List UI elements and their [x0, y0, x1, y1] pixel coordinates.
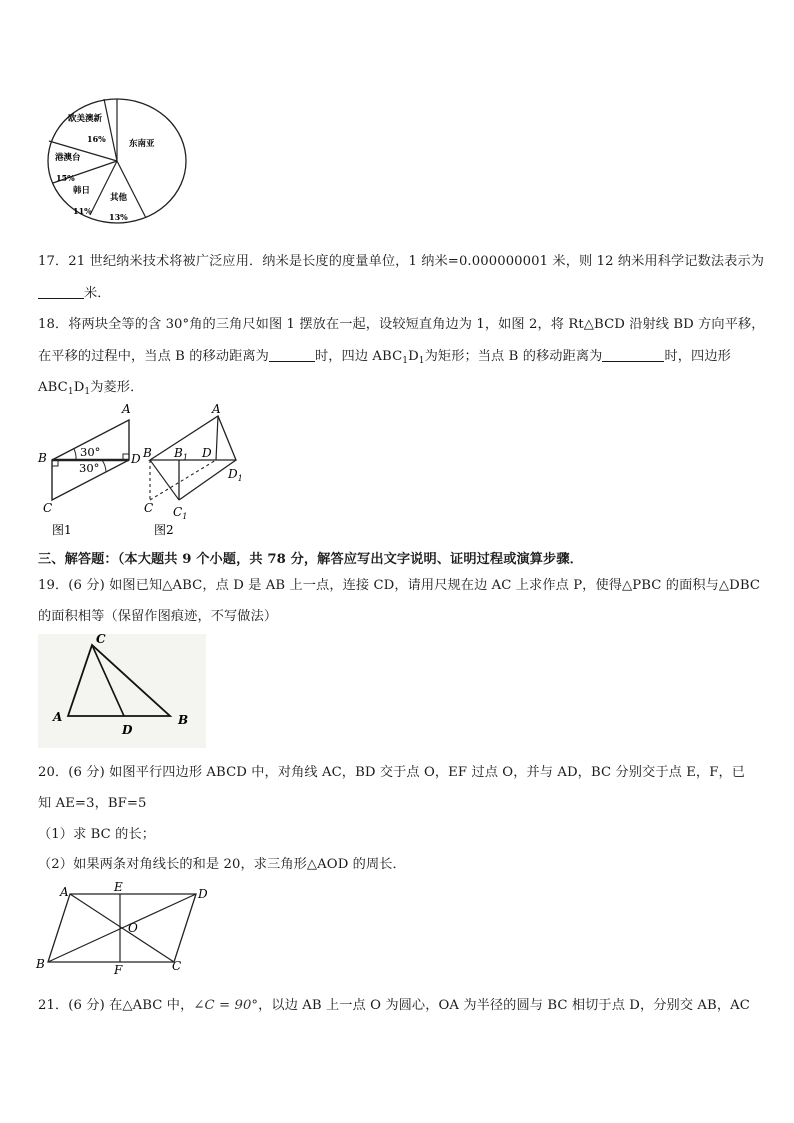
q20-label-d: D: [198, 887, 208, 901]
fig2-label-b1: $B_1$: [174, 446, 188, 462]
pie-label-dongnanya: 东南亚: [129, 139, 155, 149]
pie-label-oumei: 欧美澳新: [68, 114, 103, 124]
fig2-c-d-dashed: [150, 460, 216, 500]
fig1-arc-top: [74, 449, 76, 460]
q20-label-c: C: [172, 959, 182, 973]
q17-line1: 17．21 世纪纳米技术将被广泛应用．纳米是长度的度量单位，1 纳米=0.000000001 米，则 12 纳米用科学记数法表示为: [38, 254, 765, 269]
fig1-label-c: C: [43, 501, 53, 515]
q20-label-f: F: [114, 963, 123, 976]
q18-figure-2: [138, 400, 248, 540]
fig2-label-c: C: [144, 501, 154, 515]
q21-angle: ∠C = 90°: [193, 998, 259, 1013]
fig2-label-c1: $C_1$: [173, 505, 188, 521]
q18-figure-1: [34, 400, 144, 540]
fig1-arc-bottom: [102, 460, 106, 472]
q18-sub-1a: 1: [402, 356, 409, 366]
fig2-label-a: A: [212, 402, 221, 416]
q18-line2-c: D: [408, 349, 419, 364]
fig2-label-b: B: [143, 446, 152, 460]
q20-label-o: O: [128, 921, 138, 935]
pie-label-hanri: 韩日: [73, 186, 91, 196]
fig1-angle-bottom: 30°: [79, 461, 100, 475]
pie-label-gangaotai: 港澳台: [55, 153, 81, 163]
q18-line2-b: 时，四边 ABC: [314, 349, 403, 364]
q18-line2-e: 时，四边形: [664, 349, 731, 364]
q19-label-b: B: [178, 713, 189, 727]
q18-line2-a: 在平移的过程中，当点 B 的移动距离为: [38, 349, 269, 364]
q21-line1-b: ，以边 AB 上一点 O 为圆心，OA 为半径的圆与 BC 相切于点 D，分别交 AB，AC: [258, 998, 750, 1013]
pie-pct-qita: 13%: [109, 212, 128, 222]
q18-line3-b: D: [73, 380, 85, 395]
q18-sub-1b: 1: [418, 356, 425, 366]
q18-line2: [38, 345, 731, 366]
fig1-angle-top: 30°: [80, 445, 101, 459]
fig2-triangle-abd: [150, 416, 236, 460]
pie-pct-gangaotai: 15%: [56, 173, 75, 183]
q19-label-d: D: [122, 723, 133, 737]
fig2-b-b1: [150, 460, 179, 500]
q19-line2: 的面积相等（保留作图痕迹，不写做法）: [38, 609, 278, 624]
fig1-label-d: D: [131, 452, 141, 466]
fig2-caption: 图2: [154, 523, 174, 537]
fig2-a-d: [216, 416, 218, 460]
q18-answer-blank-2[interactable]: [602, 349, 664, 362]
pie-pct-hanri: 11%: [73, 206, 92, 216]
q18-line2-d: 为矩形；当点 B 的移动距离为: [424, 349, 603, 364]
q20-line1: 20．(6 分) 如图平行四边形 ABCD 中，对角线 AC，BD 交于点 O，EF 过点 O，并与 AD，BC 分别交于点 E，F，已: [38, 765, 746, 780]
fig1-caption: 图1: [52, 523, 72, 537]
fig2-label-d1: $D_1$: [228, 467, 243, 483]
q19-segment-cd: [92, 645, 124, 716]
q18-line1: 18．将两块全等的含 30°角的三角尺如图 1 摆放在一起，设较短直角边为 1，如图 2，将 Rt△BCD 沿射线 BD 方向平移，: [38, 317, 765, 332]
q19-figure: [38, 634, 206, 748]
q18-sub-1c: 1: [67, 387, 74, 397]
q20-figure: [34, 880, 210, 976]
pie-pct-oumei: 16%: [87, 134, 106, 144]
q20-label-e: E: [114, 880, 123, 894]
q18-sub-1d: 1: [84, 387, 91, 397]
q18-line3: [38, 376, 143, 397]
pie-label-qita: 其他: [110, 193, 128, 203]
q21-line1-a: 21．(6 分) 在△ABC 中，: [38, 998, 194, 1013]
pie-chart-figure: [46, 97, 188, 225]
q17-answer-blank[interactable]: [38, 286, 84, 299]
pie-divider-1: [104, 99, 117, 161]
fig1-label-a: A: [122, 402, 131, 416]
q19-label-a: A: [53, 710, 63, 724]
q19-line1: 19．(6 分) 如图已知△ABC，点 D 是 AB 上一点，连接 CD，请用尺规在边 AC 上求作点 P，使得△PBC 的面积与△DBC: [38, 578, 761, 593]
q17-line2-suffix: 米．: [84, 286, 111, 301]
q20-label-b: B: [36, 957, 45, 971]
q20-part2: （2）如果两条对角线长的和是 20，求三角形△AOD 的周长．: [38, 857, 406, 872]
q20-diagonal-bd: [48, 894, 196, 962]
q18-line3-c: 为菱形．: [90, 380, 144, 395]
pie-divider-5: [117, 161, 146, 218]
q18-answer-blank-1[interactable]: [269, 349, 315, 362]
fig2-label-d: D: [202, 446, 212, 460]
q19-label-c: C: [96, 634, 106, 646]
q19-figure-svg: [38, 634, 206, 748]
q21-line1: [38, 994, 750, 1013]
q20-line2: 知 AE=3，BF=5: [38, 796, 147, 811]
section3-title: 三、解答题：（本大题共 9 个小题，共 78 分，解答应写出文字说明、证明过程或演算步骤．: [38, 552, 583, 567]
q18-line3-a: ABC: [38, 380, 68, 395]
q20-part1: （1）求 BC 的长；: [38, 827, 156, 842]
fig1-label-b: B: [38, 451, 47, 465]
q17-line2: [38, 282, 111, 301]
q20-label-a: A: [60, 885, 69, 899]
